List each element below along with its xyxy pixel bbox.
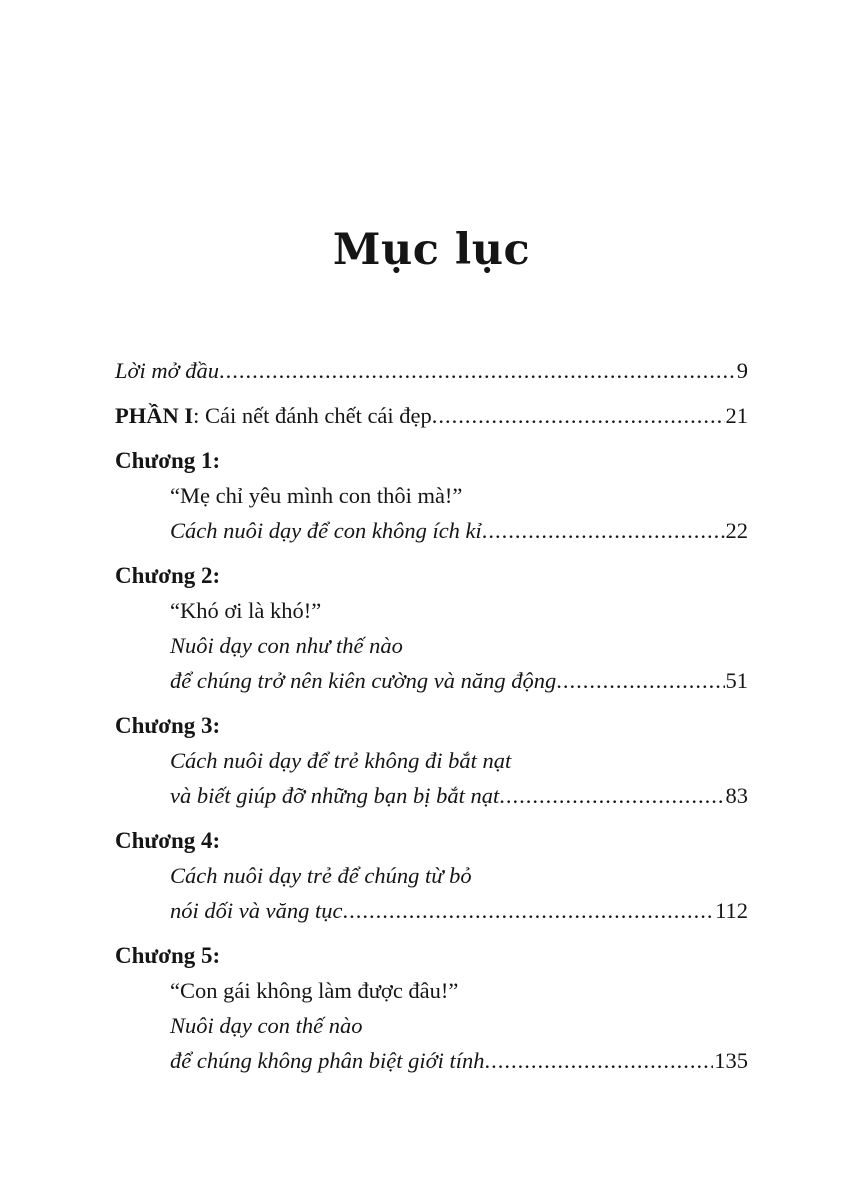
entry-text: Cách nuôi dạy để con không ích kỉ xyxy=(170,518,482,544)
dot-leader xyxy=(484,1043,713,1078)
part-title: : Cái nết đánh chết cái đẹp xyxy=(193,403,432,429)
page-number: 83 xyxy=(725,783,748,809)
toc-chapter-3 xyxy=(115,708,748,813)
entry-text: Nuôi dạy con thế nào xyxy=(170,1013,363,1039)
entry-text: “Mẹ chỉ yêu mình con thôi mà!” xyxy=(170,483,463,509)
chapter-heading: Chương 5: xyxy=(115,943,221,969)
page-number: 51 xyxy=(725,668,748,694)
entry-text xyxy=(115,398,432,433)
toc-chapter-1 xyxy=(115,443,748,548)
page-number: 112 xyxy=(715,898,748,924)
toc-chapter-4 xyxy=(115,823,748,928)
chapter-heading: Chương 1: xyxy=(115,448,221,474)
page-title: Mục lục xyxy=(332,225,531,275)
toc-chapter-5 xyxy=(115,938,748,1078)
toc-entry-part xyxy=(115,398,748,433)
entry-text: Lời mở đầu xyxy=(115,358,220,384)
chapter-line xyxy=(115,973,748,1008)
toc-entry-intro xyxy=(115,353,748,388)
chapter-line xyxy=(115,513,748,548)
entry-text: Nuôi dạy con như thế nào xyxy=(170,633,403,659)
entry-text: “Con gái không làm được đâu!” xyxy=(170,978,459,1004)
dot-leader xyxy=(482,513,725,548)
entry-text: nói dối và văng tục xyxy=(170,898,343,924)
entry-text: và biết giúp đỡ những bạn bị bắt nạt xyxy=(170,783,500,809)
chapter-line xyxy=(115,858,748,893)
chapter-line xyxy=(115,478,748,513)
page-number: 135 xyxy=(714,1048,748,1074)
chapter-heading: Chương 3: xyxy=(115,713,221,739)
dot-leader xyxy=(556,663,724,698)
part-label: PHẦN I xyxy=(115,403,194,429)
dot-leader xyxy=(342,893,714,928)
entry-text: để chúng trở nên kiên cường và năng động xyxy=(170,668,557,694)
chapter-line xyxy=(115,1043,748,1078)
chapter-line xyxy=(115,1008,748,1043)
dot-leader xyxy=(499,778,724,813)
dot-leader xyxy=(219,353,736,388)
entry-text: Cách nuôi dạy trẻ để chúng từ bỏ xyxy=(170,863,472,889)
toc-chapter-2 xyxy=(115,558,748,698)
entry-text: để chúng không phân biệt giới tính xyxy=(170,1048,485,1074)
entry-text: “Khó ơi là khó!” xyxy=(170,598,322,624)
chapter-line xyxy=(115,743,748,778)
chapter-line xyxy=(115,663,748,698)
toc-list xyxy=(115,353,748,1078)
chapter-heading: Chương 2: xyxy=(115,563,221,589)
page-number: 22 xyxy=(725,518,748,544)
chapter-line xyxy=(115,893,748,928)
page-number: 21 xyxy=(725,403,748,429)
dot-leader xyxy=(432,398,725,433)
chapter-line xyxy=(115,778,748,813)
page-number: 9 xyxy=(736,358,748,384)
chapter-line xyxy=(115,593,748,628)
chapter-line xyxy=(115,628,748,663)
entry-text: Cách nuôi dạy để trẻ không đi bắt nạt xyxy=(170,748,512,774)
chapter-heading: Chương 4: xyxy=(115,828,221,854)
